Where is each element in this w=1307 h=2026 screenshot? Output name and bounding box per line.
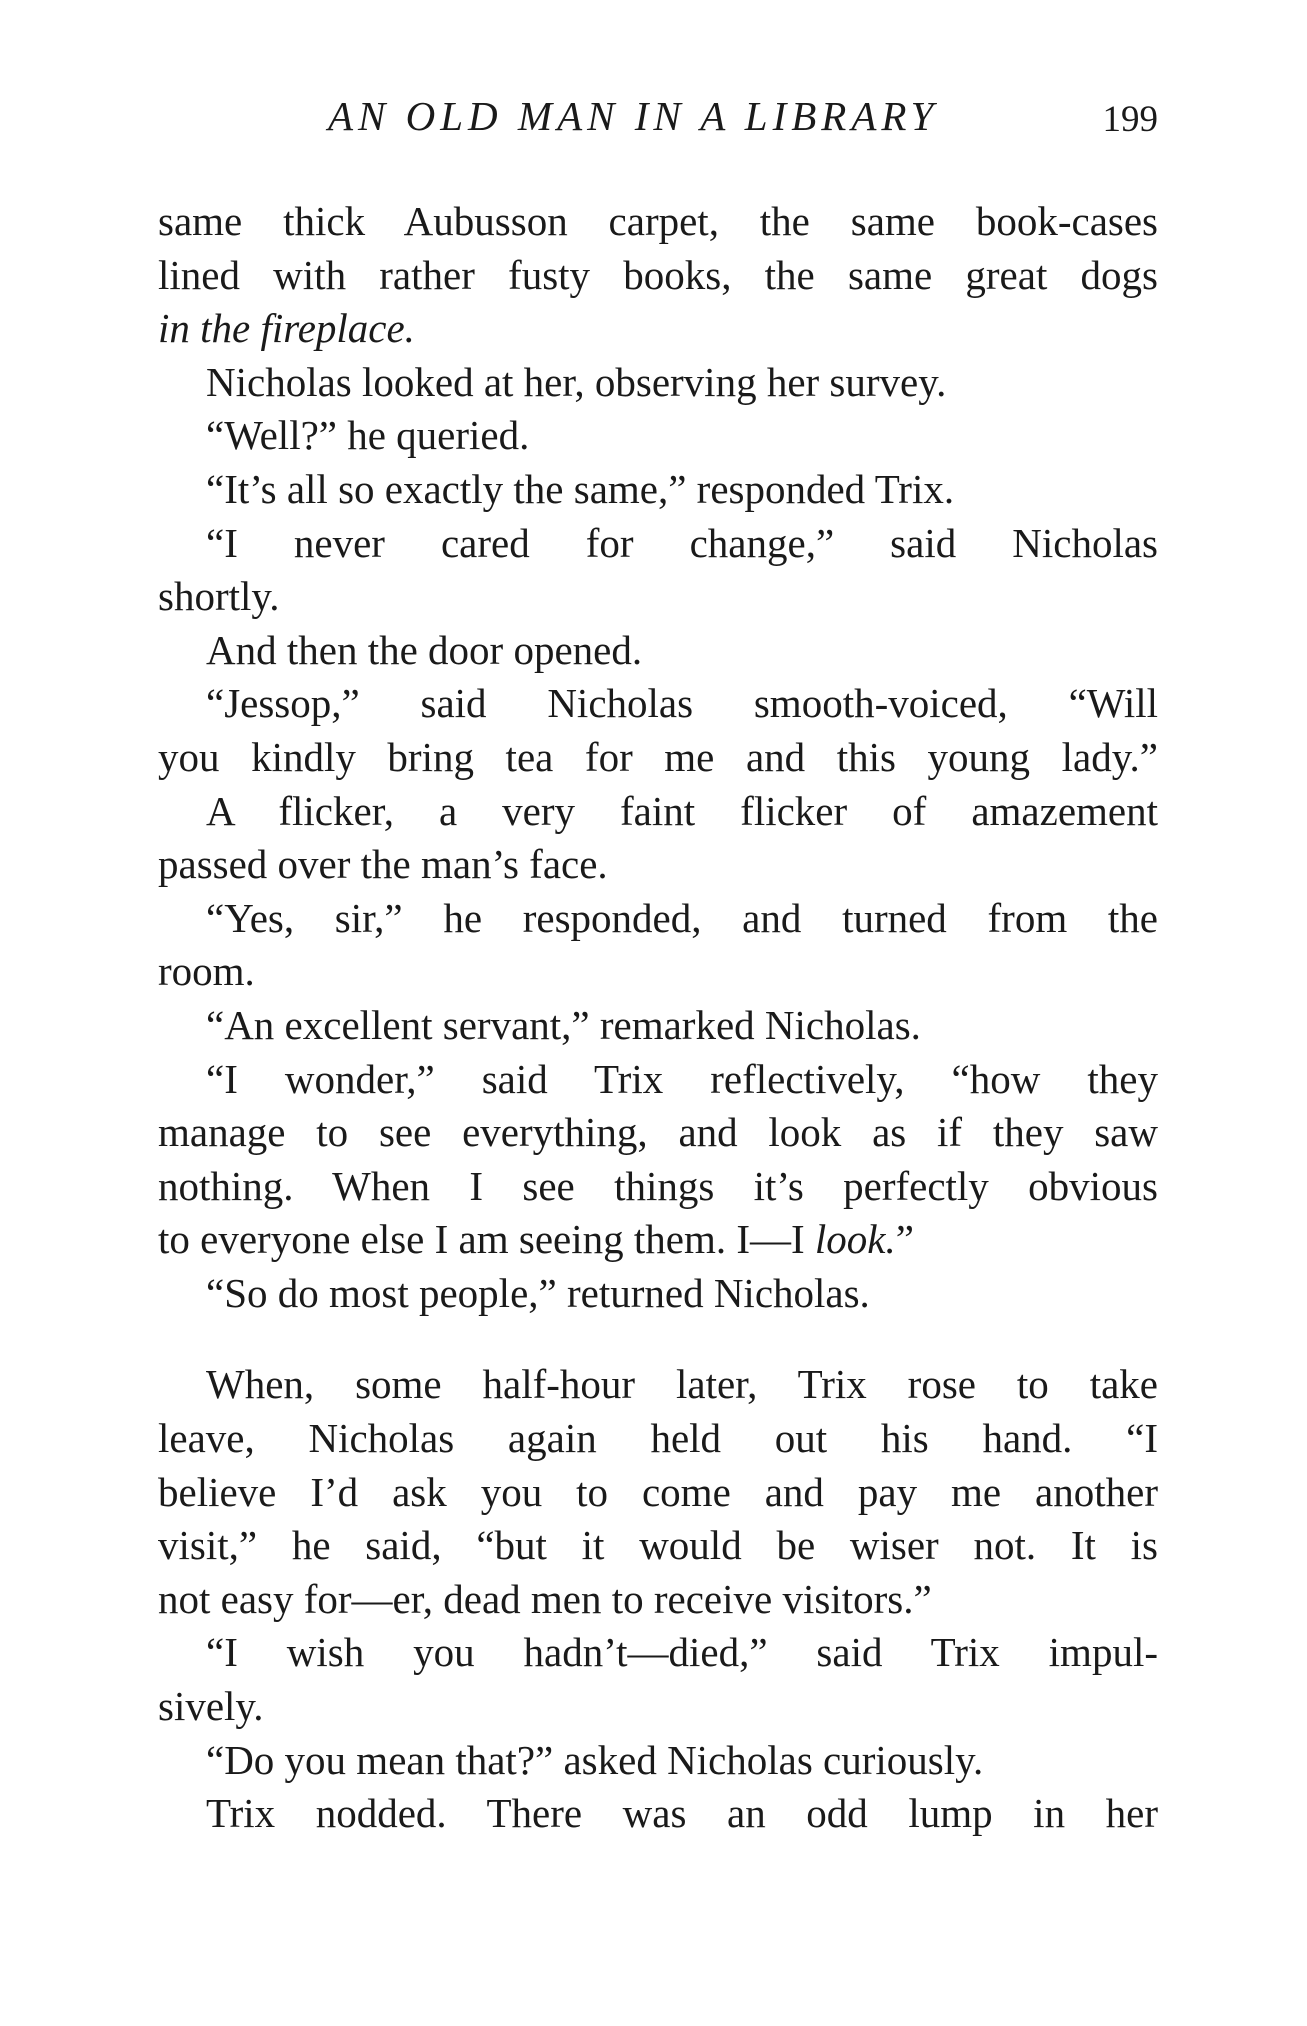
text-line: And then the door opened.: [206, 626, 643, 673]
text-line: Nicholas looked at her, observing her survey.: [206, 358, 947, 405]
text-line: nothing. When I see things it’s perfectly obvious: [158, 1162, 1158, 1209]
text-line: “An excellent servant,” remarked Nicholas.: [206, 1001, 921, 1048]
text-line: “Jessop,” said Nicholas smooth-voiced, “Will: [206, 680, 1158, 727]
text-line: passed over the man’s face.: [158, 841, 608, 888]
text-line: [158, 1213, 1158, 1267]
text-segment: to everyone else I am seeing them. I—I: [158, 1216, 815, 1263]
text-line: “It’s all so exactly the same,” responded Trix.: [206, 465, 955, 512]
text-line: believe I’d ask you to come and pay me another: [158, 1468, 1158, 1515]
text-line: “I wish you hadn’t—died,” said Trix impul-: [206, 1629, 1158, 1676]
text-line: “Well?” he queried.: [206, 412, 530, 459]
text-line: “So do most people,” returned Nicholas.: [206, 1269, 870, 1316]
text-line: not easy for—er, dead men to receive visitors.”: [158, 1575, 932, 1622]
text-line: room.: [158, 948, 255, 995]
text-line: A flicker, a very faint flicker of amazement: [206, 787, 1158, 834]
text-line: same thick Aubusson carpet, the same book-cases: [158, 198, 1158, 244]
text-line: you kindly bring tea for me and this young lady.”: [158, 733, 1158, 780]
text-line: leave, Nicholas again held out his hand. “I: [158, 1415, 1158, 1462]
running-title: AN OLD MAN IN A LIBRARY: [328, 93, 939, 139]
page-number: 199: [1102, 99, 1158, 140]
body-text: [158, 195, 1158, 1841]
text-line: “I wonder,” said Trix reflectively, “how they: [206, 1055, 1158, 1102]
text-line: “Do you mean that?” asked Nicholas curiously.: [206, 1736, 984, 1783]
text-segment: ”: [895, 1216, 914, 1263]
page-header: [158, 92, 1158, 152]
text-line: sively.: [158, 1683, 264, 1730]
text-line: lined with rather fusty books, the same great dogs: [158, 251, 1158, 298]
text-line-italic: in the fireplace.: [158, 305, 415, 352]
text-line: shortly.: [158, 573, 280, 620]
text-line: “Yes, sir,” he responded, and turned from the: [206, 894, 1158, 941]
text-line: “I never cared for change,” said Nicholas: [206, 519, 1158, 566]
text-line: Trix nodded. There was an odd lump in her: [206, 1790, 1158, 1837]
text-line: When, some half-hour later, Trix rose to take: [206, 1361, 1158, 1408]
section-break: [158, 1320, 1158, 1358]
text-line: manage to see everything, and look as if they saw: [158, 1109, 1158, 1156]
text-line: [158, 302, 1158, 356]
text-segment-italic: look.: [814, 1216, 896, 1263]
text-line: visit,” he said, “but it would be wiser not. It is: [158, 1522, 1158, 1569]
